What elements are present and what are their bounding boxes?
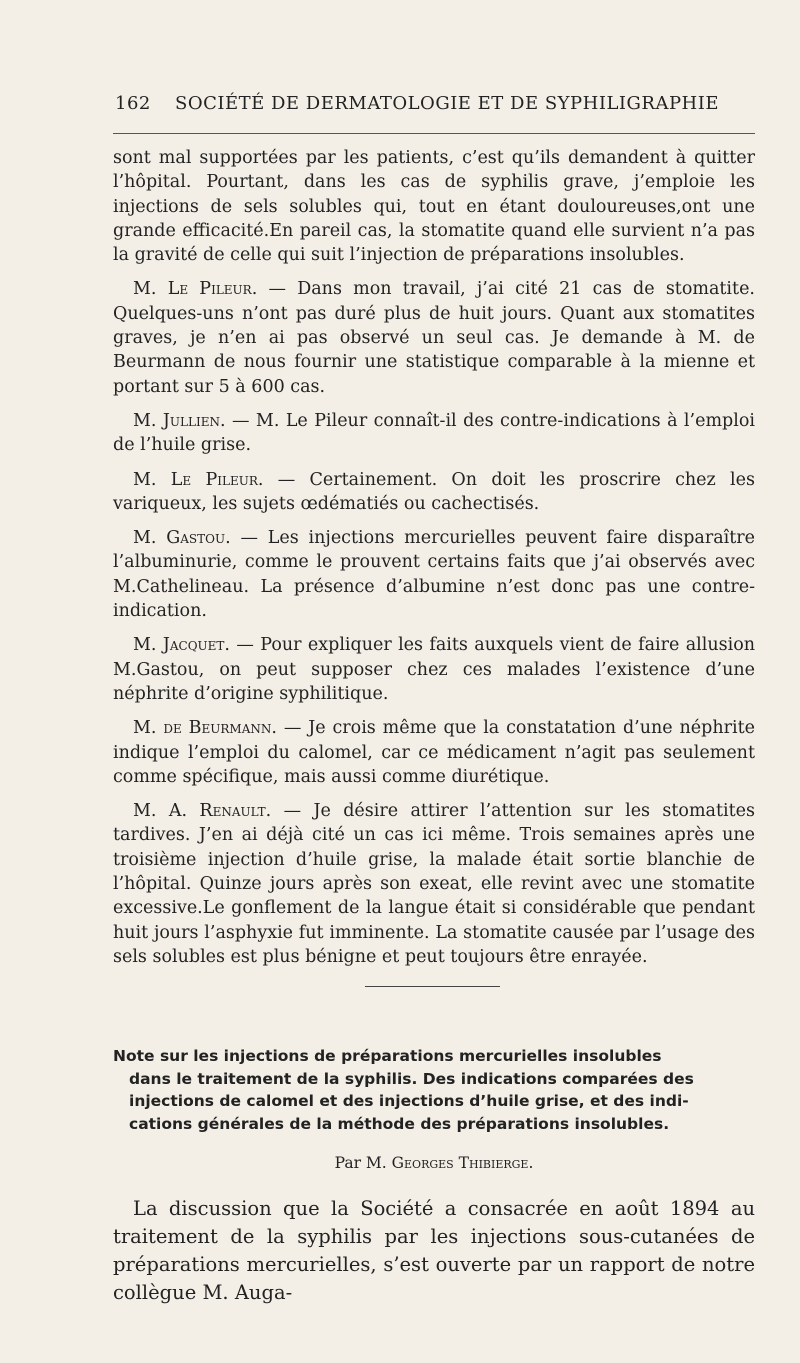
title-line-3: injections de calomel et des injections d’huile grise, et des indi- <box>129 1092 689 1110</box>
speaker-name: M. Jacquet. <box>133 635 231 656</box>
paragraph-7: M. de Beurmann. — Je crois même que la constatation d’une néphrite indique l’emploi du calomel, car ce médicament n’agit pas seulement comme spécifique, mais aussi comme diurétique. <box>113 718 755 787</box>
title-line-4: cations générales de la méthode des préparations insolubles. <box>129 1114 670 1133</box>
discussion-body <box>113 146 755 969</box>
lead-paragraph: La discussion que la Société a consacrée en août 1894 au traitement de la syphilis par les injections sous-cutanées de préparations mercurielles, s’est ouverte par un rapport de notre collègue M. Auga- <box>113 1197 755 1304</box>
paragraph-3: M. Jullien. — M. Le Pileur connaît-il des contre-indications à l’emploi de l’huile grise. <box>113 410 755 456</box>
paragraph-4: M. Le Pileur. — Certainement. On doit les proscrire chez les variqueux, les sujets œdématiés ou cachectisés. <box>113 469 755 514</box>
page-header <box>113 93 755 121</box>
speaker-name: M. de Beurmann. <box>133 718 277 739</box>
article-lead <box>113 1195 755 1307</box>
page-number: 162 <box>115 93 151 114</box>
paragraph-8: M. A. Renault. — Je désire attirer l’attention sur les stomatites tardives. J’en ai déjà cité un cas ici même. Trois semaines après une troisième injection d’huile grise, la malade était sortie blanchie de l’hôpital. Quinze jours après son exeat, elle revint avec une stomatite excessive.Le gonflement de la langue était si considérable que pendant huit jours l’asphyxie fut imminente. La stomatite causée par l’usage des sels solubles est plus bénigne et peut toujours être enrayée. <box>113 801 755 967</box>
author-name: Georges Thibierge. <box>391 1154 534 1172</box>
title-line-1: Note sur les injections de préparations mercurielles insolubles <box>113 1047 662 1065</box>
speaker-name: M. Le Pileur. <box>133 279 258 300</box>
speaker-name: M. Le Pileur. <box>133 469 264 490</box>
header-rule <box>113 133 755 134</box>
author-byline: Par M. Georges Thibierge. <box>334 1154 534 1172</box>
speaker-name: M. Jullien. <box>133 410 226 431</box>
paragraph-1: sont mal supportées par les patients, c’est qu’ils demandent à quitter l’hôpital. Pourtant, dans les cas de syphilis grave, j’emploie les injections de sels solubles qui, tout en étant douloureuses,ont une grande efficacité.En pareil cas, la stomatite quand elle survient n’a pas la gravité de celle qui suit l’injection de préparations insolubles. <box>113 148 755 266</box>
article-title <box>113 1045 755 1135</box>
section-divider <box>365 986 500 987</box>
running-title: SOCIÉTÉ DE DERMATOLOGIE ET DE SYPHILIGRAPHIE <box>175 93 720 114</box>
paragraph-5: M. Gastou. — Les injections mercurielles peuvent faire disparaître l’albuminurie, comme le prouvent certains faits que j’ai observés avec M.Cathelineau. La présence d’albumine n’est donc pas une contre-indication. <box>113 528 755 622</box>
title-line-2: dans le traitement de la syphilis. Des indications comparées des <box>129 1069 694 1088</box>
speaker-name: M. Gastou. <box>133 528 231 549</box>
speaker-name: M. A. Renault. <box>133 801 272 822</box>
paragraph-2: M. Le Pileur. — Dans mon travail, j’ai cité 21 cas de stomatite. Quelques-uns n’ont pas duré plus de huit jours. Quant aux stomatites graves, je n’en ai pas observé un seul cas. Je demande à M. de Beurmann de nous fournir une statistique comparable à la mienne et portant sur 5 à 600 cas. <box>113 279 755 397</box>
paragraph-6: M. Jacquet. — Pour expliquer les faits auxquels vient de faire allusion M.Gastou, on peut supposer chez ces malades l’existence d’une néphrite d’origine syphilitique. <box>113 635 756 704</box>
